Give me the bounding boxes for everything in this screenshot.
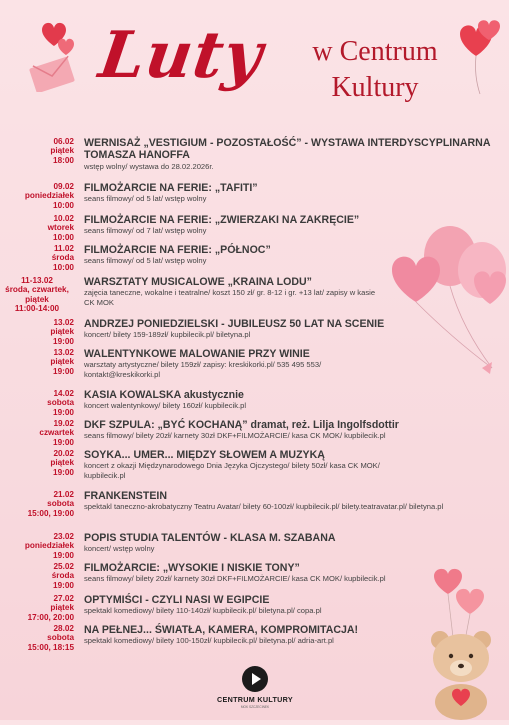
logo-subtitle: MOK SZCZECINEK	[240, 705, 270, 709]
event-title: OPTYMIŚCI - CZYLI NASI W EGIPCIE	[84, 594, 270, 606]
event-details: koncert z okazji Międzynarodowego Dnia Języka Ojczystego/ bilety 50zł/ kasa CK MOK/ kupbilecik.pl	[84, 461, 380, 480]
subtitle-line-2: Kultury	[331, 72, 419, 103]
event-date: 11.02 środa 10:00	[51, 244, 74, 272]
event-date: 13.02 piątek 19:00	[50, 318, 74, 346]
event-date: 11-13.02 środa, czwartek, piątek 11:00-14:00	[5, 276, 69, 313]
page-subtitle	[300, 34, 450, 106]
event-title: FILMOŻARCIE NA FERIE: „PÓŁNOC”	[84, 244, 271, 256]
event-details: spektakl komediowy/ bilety 100-150zł/ kupbilecik.pl/ biletyna.pl/ adria-art.pl	[84, 636, 334, 646]
play-icon	[242, 666, 268, 692]
event-title: SOYKA... UMER... MIĘDZY SŁOWEM A MUZYKĄ	[84, 449, 325, 461]
event-title: FILMOŻARCIE NA FERIE: „TAFITI”	[84, 182, 258, 194]
month-title: Luty	[94, 18, 268, 93]
event-title: POPIS STUDIA TALENTÓW - KLASA M. SZABANA	[84, 532, 336, 544]
event-details: spektakl taneczno-akrobatyczny Teatru Avatar/ bilety 60-100zł/ kupbilecik.pl/ bilety.teatravatar.pl/ biletyna.pl	[84, 502, 444, 512]
heart-balloons-icon	[452, 16, 508, 101]
logo-name: CENTRUM KULTURY	[217, 695, 293, 704]
event-details: seans filmowy/ od 7 lat/ wstęp wolny	[84, 226, 207, 236]
event-title: NA PEŁNEJ... ŚWIATŁA, KAMERA, KOMPROMITACJA!	[84, 624, 359, 636]
subtitle-line-1: w Centrum	[312, 36, 438, 67]
event-details: seans filmowy/ od 5 lat/ wstęp wolny	[84, 194, 207, 204]
event-date: 14.02 sobota 19:00	[47, 389, 74, 417]
event-title: KASIA KOWALSKA akustycznie	[84, 389, 244, 401]
event-details: koncert/ wstęp wolny	[84, 544, 155, 554]
event-details: wstęp wolny/ wystawa do 28.02.2026r.	[84, 161, 214, 171]
event-title: ANDRZEJ PONIEDZIELSKI - JUBILEUSZ 50 LAT NA SCENIE	[84, 318, 385, 330]
event-title: WERNISAŻ „VESTIGIUM - POZOSTAŁOŚĆ” - WYSTAWA INTERDYSCYPLINARNA TOMASZA HANOFFA	[84, 137, 491, 162]
event-date: 25.02 środa 19:00	[51, 562, 74, 590]
event-details: koncert walentynkowy/ bilety 160zł/ kupbilecik.pl	[84, 401, 247, 411]
event-details: seans filmowy/ od 5 lat/ wstęp wolny	[84, 256, 207, 266]
event-title: FILMOŻARCIE: „WYSOKIE I NISKIE TONY”	[84, 562, 300, 574]
event-details: seans filmowy/ bilety 20zł/ karnety 30zł DKF+FILMOŻARCIE/ kasa CK MOK/ kupbilecik.pl	[84, 431, 386, 441]
event-title: WALENTYNKOWE MALOWANIE PRZY WINIE	[84, 348, 310, 360]
event-details: koncert/ bilety 159-189zł/ kupbilecik.pl/ biletyna.pl	[84, 330, 251, 340]
event-details: warsztaty artystyczne/ bilety 159zł/ zapisy: kreskikorki.pl/ 535 495 553/ kontakt@kreskikorki.pl	[84, 360, 322, 379]
event-date: 23.02 poniedziałek 19:00	[24, 532, 74, 560]
event-date: 13.02 piątek 19:00	[50, 348, 74, 376]
event-date: 09.02 poniedziałek 10:00	[24, 182, 74, 210]
event-details: spektakl komediowy/ bilety 110-140zł/ kupbilecik.pl/ biletyna.pl/ copa.pl	[84, 606, 322, 616]
event-date: 06.02 piątek 18:00	[50, 137, 74, 165]
event-date: 21.02 sobota 15:00, 19:00	[27, 490, 74, 518]
envelope-heart-icon	[28, 18, 86, 97]
event-date: 19.02 czwartek 19:00	[39, 419, 74, 447]
centrum-kultury-logo	[210, 666, 300, 709]
event-title: DKF SZPULA: „BYĆ KOCHANĄ” dramat, reż. Lilja Ingolfsdottir	[84, 419, 399, 431]
event-date: 28.02 sobota 15:00, 18:15	[27, 624, 74, 652]
event-date: 20.02 piątek 19:00	[50, 449, 74, 477]
event-title: WARSZTATY MUSICALOWE „KRAINA LODU”	[84, 276, 312, 288]
event-details: zajęcia taneczne, wokalne i teatralne/ koszt 150 zł/ gr. 8-12 i gr. +13 lat/ zapisy w kasie CK MOK	[84, 288, 376, 307]
event-date: 10.02 wtorek 10:00	[47, 214, 74, 242]
event-details: seans filmowy/ bilety 20zł/ karnety 30zł DKF+FILMOŻARCIE/ kasa CK MOK/ kupbilecik.pl	[84, 574, 386, 584]
event-title: FRANKENSTEIN	[84, 490, 167, 502]
event-date: 27.02 piątek 17:00, 20:00	[27, 594, 74, 622]
event-title: FILMOŻARCIE NA FERIE: „ZWIERZAKI NA ZAKRĘCIE”	[84, 214, 360, 226]
